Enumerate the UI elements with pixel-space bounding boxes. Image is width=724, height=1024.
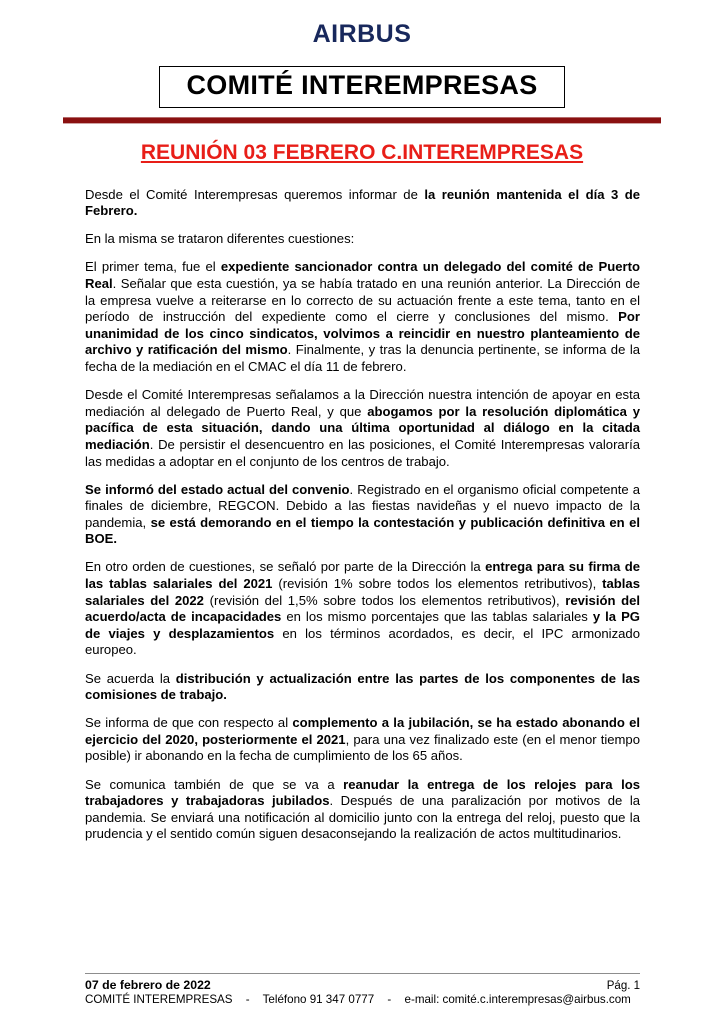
emphasis-text: y la PG de viajes y desplazamientos	[85, 609, 640, 641]
emphasis-text: distribución y actualización entre las partes de los componentes de las comisiones de trabajo.	[85, 670, 640, 703]
document-body	[85, 165, 640, 843]
emphasis-text: se está demorando en el tiempo la contestación y publicación definitiva en el BOE.	[85, 514, 640, 547]
emphasis-text: complemento a la jubilación, se ha estado abonando el ejercicio del 2020, posteriormente el 2021	[85, 715, 641, 747]
body-text: En la misma se trataron diferentes cuestiones:	[85, 231, 355, 247]
meeting-heading-container	[0, 141, 724, 165]
page-title: COMITÉ INTEREMPRESAS	[186, 70, 538, 100]
emphasis-text: expediente sancionador contra un delegado del comité de Puerto Real	[85, 259, 640, 292]
page-footer	[85, 973, 640, 1006]
body-text: . De persistir el desencuentro en las posiciones, el Comité Interempresas valoraría las medidas a adoptar en el conjunto de los centros de trabajo.	[85, 436, 640, 469]
meeting-heading: REUNIÓN 03 FEBRERO C.INTEREMPRESAS	[140, 140, 584, 164]
paragraph	[85, 259, 640, 375]
paragraph	[85, 187, 640, 220]
body-text: . Registrado en el organismo oficial competente a finales de diciembre, REGCON. Debido a las fiestas navideñas y el nuevo impacto de la pandemia,	[85, 481, 640, 530]
paragraph	[85, 231, 640, 248]
emphasis-text: Se informó del estado actual del convenio	[85, 481, 350, 497]
paragraph	[85, 482, 640, 548]
emphasis-text: la reunión mantenida el día 3 de Febrero.	[85, 186, 641, 219]
body-text: (revisión del 1,5% sobre todos los elementos retributivos),	[203, 592, 566, 608]
body-text: Desde el Comité Interempresas queremos informar de	[85, 186, 425, 202]
body-text: en los mismo porcentajes que las tablas salariales	[281, 609, 593, 625]
airbus-logo: AIRBUS	[312, 20, 412, 48]
body-text: . Después de una paralización por motivos de la pandemia. Se enviará una notificación al domicilio junto con la entrega del reloj, puesto que la prudencia y el sentido común siguen desaconsejando la realización de actos multitudinarios.	[85, 793, 641, 842]
emphasis-text: entrega para su firma de las tablas salariales del 2021	[85, 559, 640, 592]
header-divider	[63, 117, 661, 124]
emphasis-text: abogamos por la resolución diplomática y pacífica de esta situación, dando una última oportunidad al diálogo en la citada mediación	[85, 403, 641, 452]
footer-contact-line	[85, 993, 640, 1006]
title-box	[159, 66, 564, 108]
paragraph	[85, 559, 640, 659]
body-text: El primer tema, fue el	[85, 259, 221, 275]
body-text: Se acuerda la	[85, 670, 176, 686]
paragraph	[85, 387, 640, 470]
page-number: Pág. 1	[606, 980, 640, 992]
body-text: Desde el Comité Interempresas señalamos a la Dirección nuestra intención de apoyar en esta mediación al delegado de Puerto Real, y que	[85, 387, 640, 419]
emphasis-text: reanudar la entrega de los relojes para los trabajadores y trabajadoras jubilados	[85, 776, 640, 809]
title-box-container	[0, 66, 724, 108]
footer-org: COMITÉ INTEREMPRESAS	[85, 993, 233, 1006]
footer-divider	[85, 973, 640, 974]
body-text: En otro orden de cuestiones, se señaló por parte de la Dirección la	[85, 559, 486, 575]
footer-top-line	[85, 978, 640, 992]
emphasis-text: Por unanimidad de los cinco sindicatos, volvimos a reincidir en nuestro planteamiento de archivo y ratificación del mismo	[85, 309, 640, 358]
emphasis-text: tablas salariales del 2022	[85, 576, 640, 608]
paragraph	[85, 777, 640, 843]
paragraph	[85, 671, 640, 704]
footer-date: 07 de febrero de 2022	[85, 978, 211, 992]
emphasis-text: revisión del acuerdo/acta de incapacidades	[85, 592, 640, 625]
body-text: Se informa de que con respecto al	[85, 715, 293, 731]
body-text: (revisión 1% sobre todos los elementos retributivos),	[272, 576, 603, 592]
footer-email: e-mail: comité.c.interempresas@airbus.com	[404, 993, 631, 1006]
body-text: en los términos acordados, es decir, el IPC armonizado europeo.	[85, 625, 640, 658]
footer-separator-1: -	[245, 993, 250, 1006]
brand-header	[0, 0, 724, 56]
footer-separator-2: -	[387, 993, 392, 1006]
body-text: Se comunica también de que se va a	[85, 776, 344, 792]
body-text: , para una vez finalizado este (en el menor tiempo posible) ir abonando en la fecha de cumplimiento de los 65 años.	[85, 731, 640, 764]
footer-phone: Teléfono 91 347 0777	[262, 993, 375, 1006]
paragraph	[85, 715, 640, 765]
body-text: . Finalmente, y tras la denuncia pertinente, se informa de la fecha de la mediación en el CMAC el día 11 de febrero.	[85, 342, 641, 375]
body-text: . Señalar que esta cuestión, ya se había tratado en una reunión anterior. La Dirección de la empresa vuelve a reiterarse en lo correcto de su actuación frente a este tema, tanto en el período de instrucción del expediente como el cierre y conclusiones del mismo.	[85, 276, 640, 325]
